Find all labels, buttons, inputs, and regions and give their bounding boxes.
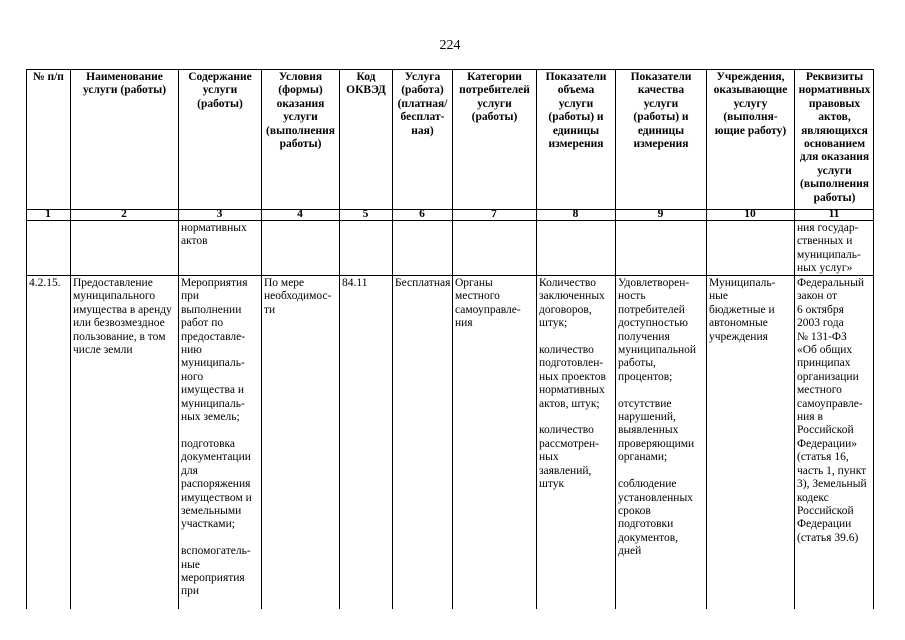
table-column-rule [794, 69, 795, 609]
column-header: Содержание услуги (работы) [188, 71, 252, 110]
column-number: 5 [362, 209, 369, 220]
table-cell: Федеральный закон от 6 октября 2003 года № 131-ФЗ «Об общих принципах организации местного самоуправле- ния в Российской Федерации» (статья 16, часть 1, пункт 3), Земельный кодекс Российской Федерации (статья 39.6) [797, 277, 867, 544]
column-header: Показатели качества услуги (работы) и единицы измерения [630, 71, 692, 151]
table-cell: По мере необходимос- ти [264, 277, 332, 316]
table-column-rule [536, 69, 537, 609]
table-cell: Муниципаль- ные бюджетные и автономные учреждения [709, 277, 776, 343]
table-row-rule [26, 275, 874, 276]
table-column-rule [392, 69, 393, 609]
table-cell: 4.2.15. [29, 277, 61, 289]
column-header: Услуга (работа) (платная/ бесплат- ная) [397, 71, 448, 137]
column-number: 9 [657, 209, 664, 220]
table-column-rule [873, 69, 874, 609]
column-header: Показатели объема услуги (работы) и единицы измерения [545, 71, 607, 151]
table-row-rule [26, 220, 874, 221]
column-header: Реквизиты нормативных правовых актов, являющихся основанием для оказания услуги (выполнения работы) [798, 71, 871, 204]
column-number: 8 [572, 209, 579, 220]
table-cell: Бесплатная [395, 277, 450, 289]
table-column-rule [26, 69, 27, 609]
column-number: 10 [744, 209, 756, 220]
table-column-rule [261, 69, 262, 609]
column-header: Категории потребителей услуги (работы) [459, 71, 530, 124]
table-cell: 84.11 [342, 277, 368, 289]
column-header: Код ОКВЭД [346, 71, 386, 97]
column-header: № п/п [33, 71, 64, 83]
services-table [26, 69, 874, 609]
table-column-rule [706, 69, 707, 609]
column-header: Учреждения, оказывающие услугу (выполня- ющие работу) [713, 71, 788, 137]
table-cell: нормативных актов [181, 222, 247, 248]
column-number: 3 [216, 209, 223, 220]
table-cell: Органы местного самоуправле- ния [455, 277, 521, 330]
column-header: Наименование услуги (работы) [82, 71, 167, 97]
table-cell: Предоставление муниципального имущества в аренду или безвозмездное пользование, в том числе земли [73, 277, 172, 357]
table-cell: Мероприятия при выполнении работ по предоставле- нию муниципаль- ного имущества и муниципаль- ных земель; подготовка документации для распоряжения имуществом и земельными участками; вспомогатель- ные мероприятия при [181, 277, 252, 598]
column-number: 6 [419, 209, 425, 220]
table-cell: ния государ- ственных и муниципаль- ных услуг» [797, 222, 861, 274]
table-column-rule [615, 69, 616, 609]
table-column-rule [339, 69, 340, 609]
column-number: 7 [491, 209, 497, 220]
column-number: 1 [45, 209, 51, 220]
column-number: 11 [828, 209, 840, 220]
table-cell: Удовлетворен- ность потребителей доступностью получения муниципальной работы, процентов; отсутствие нарушений, выявленных проверяющими органами; соблюдение установленных сроков подготовки документов, дней [618, 277, 697, 558]
table-row-rule [26, 69, 874, 70]
column-header: Условия (формы) оказания услуги (выполнения работы) [266, 71, 335, 151]
table-column-rule [178, 69, 179, 609]
page-number: 224 [439, 38, 461, 53]
column-number: 4 [297, 209, 303, 220]
table-column-rule [70, 69, 71, 609]
table-cell: Количество заключенных договоров, штук; количество подготовлен- ных проектов нормативных актов, штук; количество рассмотрен- ных заявлений, штук [539, 277, 606, 491]
column-number: 2 [121, 209, 127, 220]
table-column-rule [452, 69, 453, 609]
